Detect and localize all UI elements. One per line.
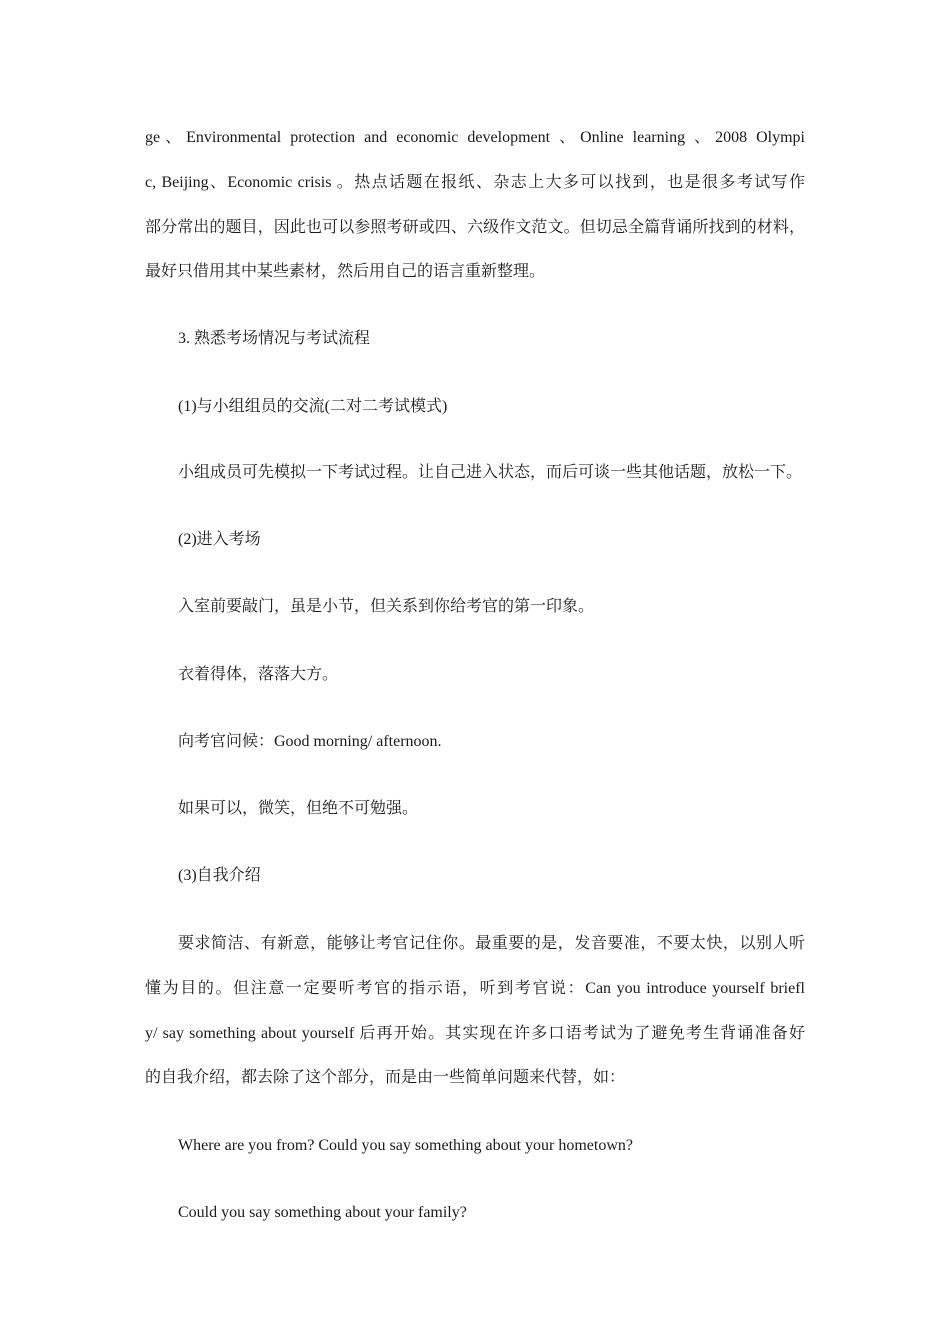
paragraph-line: c, Beijing、Economic crisis 。热点话题在报纸、杂志上大多可以找到，也是很多考试写作 (145, 174, 805, 191)
paragraph-line: 懂为目的。但注意一定要听考官的指示语，听到考官说：Can you introduce yourself briefl (145, 980, 805, 997)
paragraph-line: y/ say something about yourself 后再开始。其实现在许多口语考试为了避免考生背诵准备好 (145, 1025, 805, 1042)
section-heading: 3. 熟悉考场情况与考试流程 (178, 330, 371, 347)
subsection-heading: (2)进入考场 (178, 531, 261, 548)
paragraph-line: 最好只借用其中某些素材，然后用自己的语言重新整理。 (145, 263, 546, 280)
paragraph-line: 要求简洁、有新意，能够让考官记住你。最重要的是，发音要准，不要太快，以别人听 (178, 935, 805, 952)
paragraph-line: 的自我介绍，都去除了这个部分，而是由一些简单问题来代替，如： (145, 1069, 626, 1086)
list-item: 向考官问候：Good morning/ afternoon. (178, 733, 442, 750)
list-item: 衣着得体，落落大方。 (178, 666, 339, 683)
question-text: Where are you from? Could you say something about your hometown? (178, 1137, 633, 1154)
subsection-heading: (3)自我介绍 (178, 867, 261, 884)
question-text: Could you say something about your family? (178, 1204, 467, 1221)
list-item: 入室前要敲门，虽是小节，但关系到你给考官的第一印象。 (178, 598, 595, 615)
list-item: 如果可以，微笑，但绝不可勉强。 (178, 800, 419, 817)
subsection-text: 小组成员可先模拟一下考试过程。让自己进入状态，而后可谈一些其他话题，放松一下。 (178, 464, 803, 481)
paragraph-line: 部分常出的题目，因此也可以参照考研或四、六级作文范文。但切忌全篇背诵所找到的材料， (145, 219, 805, 236)
subsection-heading: (1)与小组组员的交流(二对二考试模式) (178, 398, 448, 415)
paragraph-line: ge、Environmental protection and economic development 、Online learning 、2008 Olympi (145, 129, 805, 146)
